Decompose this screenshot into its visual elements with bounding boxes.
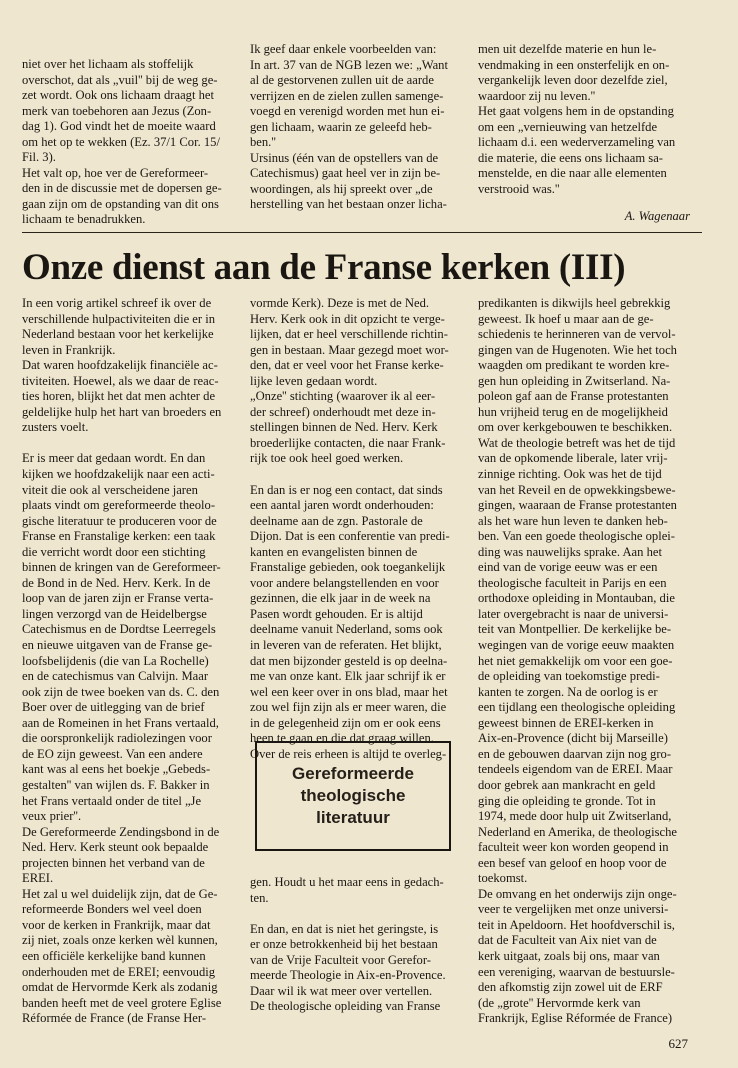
paragraph: En dan is er nog een contact, dat sinds een aantal jaren wordt onderhouden: deelname aan de zgn. Pastorale de Dijon. Dat is een conferentie van predi- kanten en evangelisten binnen de Franstalige gebieden, ook toegankelijk voor andere belangstellenden en voor gezinnen, die elk jaar in de week na Pasen wordt gehouden. Er is altijd deelname vanuit Nederland, soms ook in leveren van de referaten. Het blijkt, dat men bijzonder gesteld is op deelna- me van onze kant. Elk jaar schrijf ik er wel een keer over in ons blad, maar het zou wel fijn zijn als er meer waren, die in de gelegenheid zijn om er ook eens heen te gaan en die dat graag willen. Over de reis erheen is altijd te overleg- [250, 482, 450, 761]
author-signature: A. Wagenaar [624, 209, 690, 223]
paragraph: niet over het lichaam als stoffelijk overschot, dat als „vuil'' bij de weg ge- zet wordt. Ook ons lichaam draagt het merk van toebehoren aan Jezus (Zon- dag 1). God vindt het de moeite waard om het op te wekken (Ez. 37/1 Cor. 15/ Fil. 3). Het valt op, hoe ver de Gereformeer- den in de discussie met de dopersen ge- gaan zijn om de opstanding van dit ons lichaam te benadrukken. [22, 57, 222, 227]
paragraph: gen. Houdt u het maar eens in gedach- ten. [250, 875, 444, 905]
section-divider [22, 232, 702, 233]
article-column-2-continued [250, 875, 465, 1015]
inset-box-title: Gereformeerde theologische literatuur [292, 764, 414, 827]
paragraph: men uit dezelfde materie en hun le- vendmaking in een onsterfelijk en on- vergankelijk leven door dezelfde ziel, waardoor zij nu leven.'' Het gaat volgens hem in de opstanding om een „vernieuwing van hetzelfde lichaam d.i. een wederverzameling van die materie, die eens ons lichaam sa- menstelde, en die naar alle elementen verstrooid was.'' [478, 42, 676, 196]
article-column-3 [478, 296, 702, 1027]
previous-article-column-3 [478, 42, 700, 197]
paragraph: vormde Kerk). Deze is met de Ned. Herv. Kerk ook in dit opzicht te verge- lijken, dat er heel verschillende richtin- gen in bestaan. Maar gezegd moet wor- den, dat er veel voor het Franse kerke- lijke leven gedaan wordt. „Onze'' stichting (waarover ik al eer- der schreef) onderhoudt met deze in- stellingen binnen de Ned. Herv. Kerk broederlijke contacten, die naar Frank- rijk toe ook heel goed werken. [250, 296, 449, 466]
paragraph: En dan, en dat is niet het geringste, is er onze betrokkenheid bij het bestaan van de Vrije Faculteit voor Gerefor- meerde Theologie in Aix-en-Provence. Daar wil ik wat meer over vertellen. De theologische opleiding van Franse [250, 921, 446, 1014]
article-column-2 [250, 296, 465, 762]
article-title: Onze dienst aan de Franse kerken (III) [22, 247, 626, 288]
previous-article-column-2 [250, 42, 465, 213]
paragraph: Ik geef daar enkele voorbeelden van: In art. 37 van de NGB lezen we: „Want al de gestorvenen zullen uit de aarde verrijzen en de zielen zullen samenge- voegd en verenigd worden met hun ei- gen lichaam, waarin ze geleefd heb- ben.'' Ursinus (één van de opstellers van de Catechismus) gaat heel ver in zijn be- woordingen, als hij spreekt over „de herstelling van het bestaan onzer licha- [250, 42, 448, 212]
paragraph: predikanten is dikwijls heel gebrekkig geweest. Ik hoef u maar aan de ge- schiedenis te herinneren van de vervol- gingen van de Hugenoten. Wie het toch waagden om predikant te worden kre- gen hun opleiding in Zwitserland. Na- poleon gaf aan de Franse protestanten hun vrijheid terug en de mogelijkheid om over kerkgebouwen te beschikken. Wat de theologie betreft was het de tijd van de opkomende liberale, later vrij- zinnige richting. Ook was het de tijd van het Reveil en de opwekkingsbewe- gingen, waaraan de Franse protestanten als het ware hun leven te danken heb- ben. Van een goede theologische oplei- ding was nauwelijks sprake. Aan het eind van de vorige eeuw was er een theologische faculteit in Parijs en een orthodoxe opleiding in Montauban, die later overgebracht is naar de universi- teit van Montpellier. De kerkelijke be- wegingen van de vorige eeuw maakten het niet gemakkelijk om voor een goe- de opleiding van toekomstige predi- kanten te zorgen. Na de oorlog is er een tijdlang een theologische opleiding geweest binnen de EREI-kerken in Aix-en-Provence (dicht bij Marseille) en de gebouwen daarvan zijn nog gro- tendeels eigendom van de EREI. Maar door gebrek aan mankracht en geld ging die opleiding te gronde. Tot in 1974, mede door hulp uit Zwitserland, Nederland en Amerika, de theologische faculteit weer kon worden geopend in een besef van geloof en hoop voor de toekomst. De omvang en het onderwijs zijn onge- veer te vergelijken met onze universi- teit in Apeldoorn. Het hoofdverschil is, dat de Faculteit van Aix niet van de kerk uitgaat, zoals bij ons, maar van een vereniging, waarvan de bestuursle- den afkomstig zijn zowel uit de ERF (de „grote'' Hervormde kerk van Frankrijk, Eglise Réformée de France) [478, 296, 677, 1026]
paragraph: In een vorig artikel schreef ik over de verschillende hulpactiviteiten die er in Nederland bestaan voor het kerkelijke leven in Frankrijk. Dat waren hoofdzakelijk financiële ac- tiviteiten. Hoewel, als we daar de reac- ties horen, blijkt het dat men achter de geldelijke hulp het hart van broeders en zusters voelt. [22, 296, 222, 435]
previous-article-column-1 [22, 57, 236, 228]
article-column-1 [22, 296, 238, 1027]
inset-box [255, 741, 451, 851]
paragraph: Er is meer dat gedaan wordt. En dan kijken we hoofdzakelijk naar een acti- viteit die ook al verscheidene jaren plaats vindt om gereformeerde theolo- gische literatuur te produceren voor de Franse en Franstalige kerken: een taak die verricht wordt door een stichting binnen de kringen van de Gereformeer- de Bond in de Ned. Herv. Kerk. In de loop van de jaren zijn er Franse verta- lingen verzorgd van de Heidelbergse Catechismus en de Dordtse Leerregels en nieuwe uitgaven van de Franse ge- loofsbelijdenis (die van La Rochelle) en de catechismus van Calvijn. Maar ook zijn de twee boeken van ds. C. den Boer over de uitlegging van de brief aan de Romeinen in het Frans vertaald, die oorspronkelijk radiolezingen voor de EO zijn geweest. Van een andere kant was al eens het boekje „Gebeds- gestalten'' van wijlen ds. F. Bakker in het Frans vertaald onder de titel „Je veux prier''. De Gereformeerde Zendingsbond in de Ned. Herv. Kerk steunt ook bepaalde projecten binnen het verband van de EREI. Het zal u wel duidelijk zijn, dat de Ge- reformeerde Bonders wel veel doen voor de kerken in Frankrijk, maar dat zij niet, zoals onze kerken wèl kunnen, een officiële kerkelijke band kunnen onderhouden met de EREI; eenvoudig omdat de Hervormde Kerk als zodanig banden heeft met de veel grotere Eglise Réformée de France (de Franse Her- [22, 451, 222, 1026]
page-number: 627 [668, 1036, 688, 1051]
